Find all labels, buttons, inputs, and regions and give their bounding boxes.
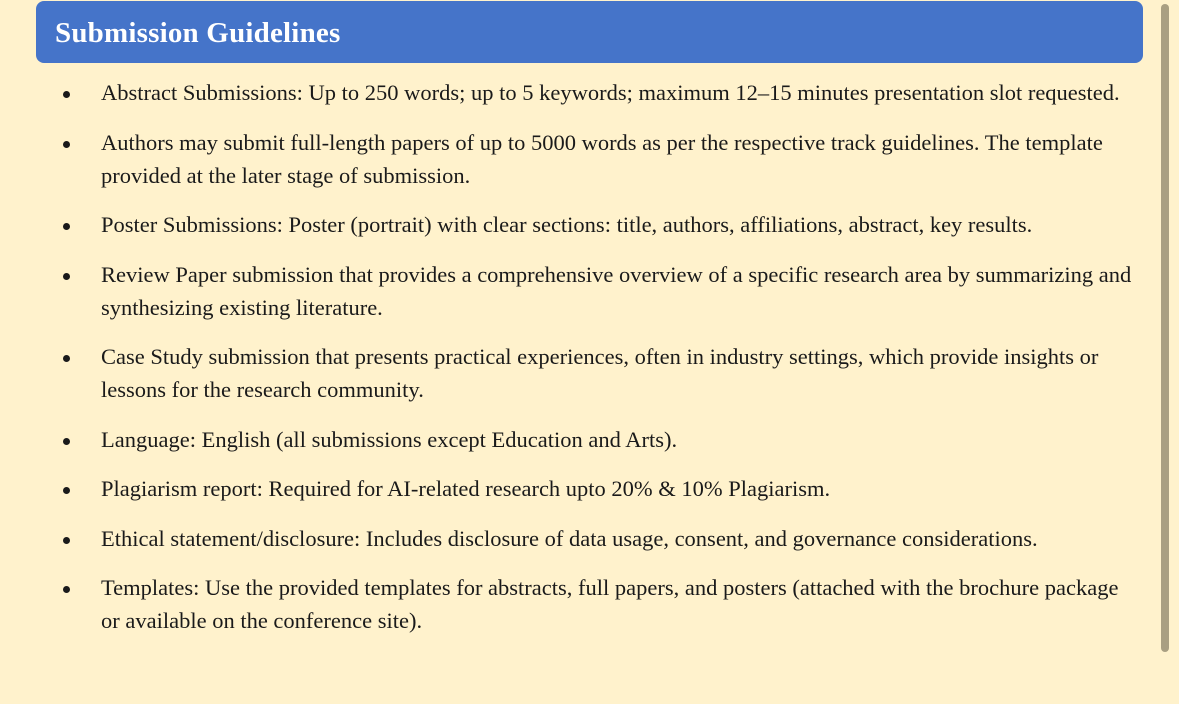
guideline-text: Poster Submissions: Poster (portrait) with clear sections: title, authors, affiliations, abstract, key results. — [101, 212, 1033, 237]
guideline-text: Case Study submission that presents practical experiences, often in industry settings, which provide insights or lessons for the research community. — [101, 344, 1099, 402]
bullet-icon — [63, 273, 70, 280]
list-item — [0, 571, 1137, 637]
bullet-icon — [63, 438, 70, 445]
list-item — [0, 472, 1137, 505]
list-item — [0, 208, 1137, 241]
vertical-scrollbar[interactable] — [1161, 4, 1169, 652]
list-item — [0, 76, 1137, 109]
section-title: Submission Guidelines — [55, 16, 341, 49]
section-header — [36, 1, 1143, 63]
guideline-text: Ethical statement/disclosure: Includes disclosure of data usage, consent, and governance considerations. — [101, 525, 1038, 551]
list-item — [0, 522, 1137, 555]
guideline-text: Review Paper submission that provides a comprehensive overview of a specific research area by summarizing and synthesizing existing literature. — [101, 261, 1132, 320]
bullet-icon — [63, 537, 70, 544]
bullet-icon — [63, 91, 70, 98]
guidelines-list — [0, 76, 1137, 654]
bullet-icon — [63, 487, 70, 494]
guideline-text: Authors may submit full-length papers of up to 5000 words as per the respective track guidelines. The template provided at the later stage of submission. — [101, 129, 1103, 188]
guideline-text: Templates: Use the provided templates for abstracts, full papers, and posters (attached with the brochure package or available on the conference site). — [101, 575, 1119, 633]
list-item — [0, 340, 1137, 406]
bullet-icon — [63, 223, 70, 230]
guideline-text: Plagiarism report: Required for AI-related research upto 20% & 10% Plagiarism. — [101, 476, 831, 501]
bullet-icon — [63, 355, 70, 362]
list-item — [0, 258, 1137, 324]
list-item — [0, 423, 1137, 456]
guideline-text: Language: English (all submissions except Education and Arts). — [101, 426, 678, 452]
guideline-text: Abstract Submissions: Up to 250 words; up to 5 keywords; maximum 12–15 minutes presentation slot requested. — [101, 80, 1120, 105]
list-item — [0, 126, 1137, 192]
bullet-icon — [63, 586, 70, 593]
bullet-icon — [63, 141, 70, 148]
